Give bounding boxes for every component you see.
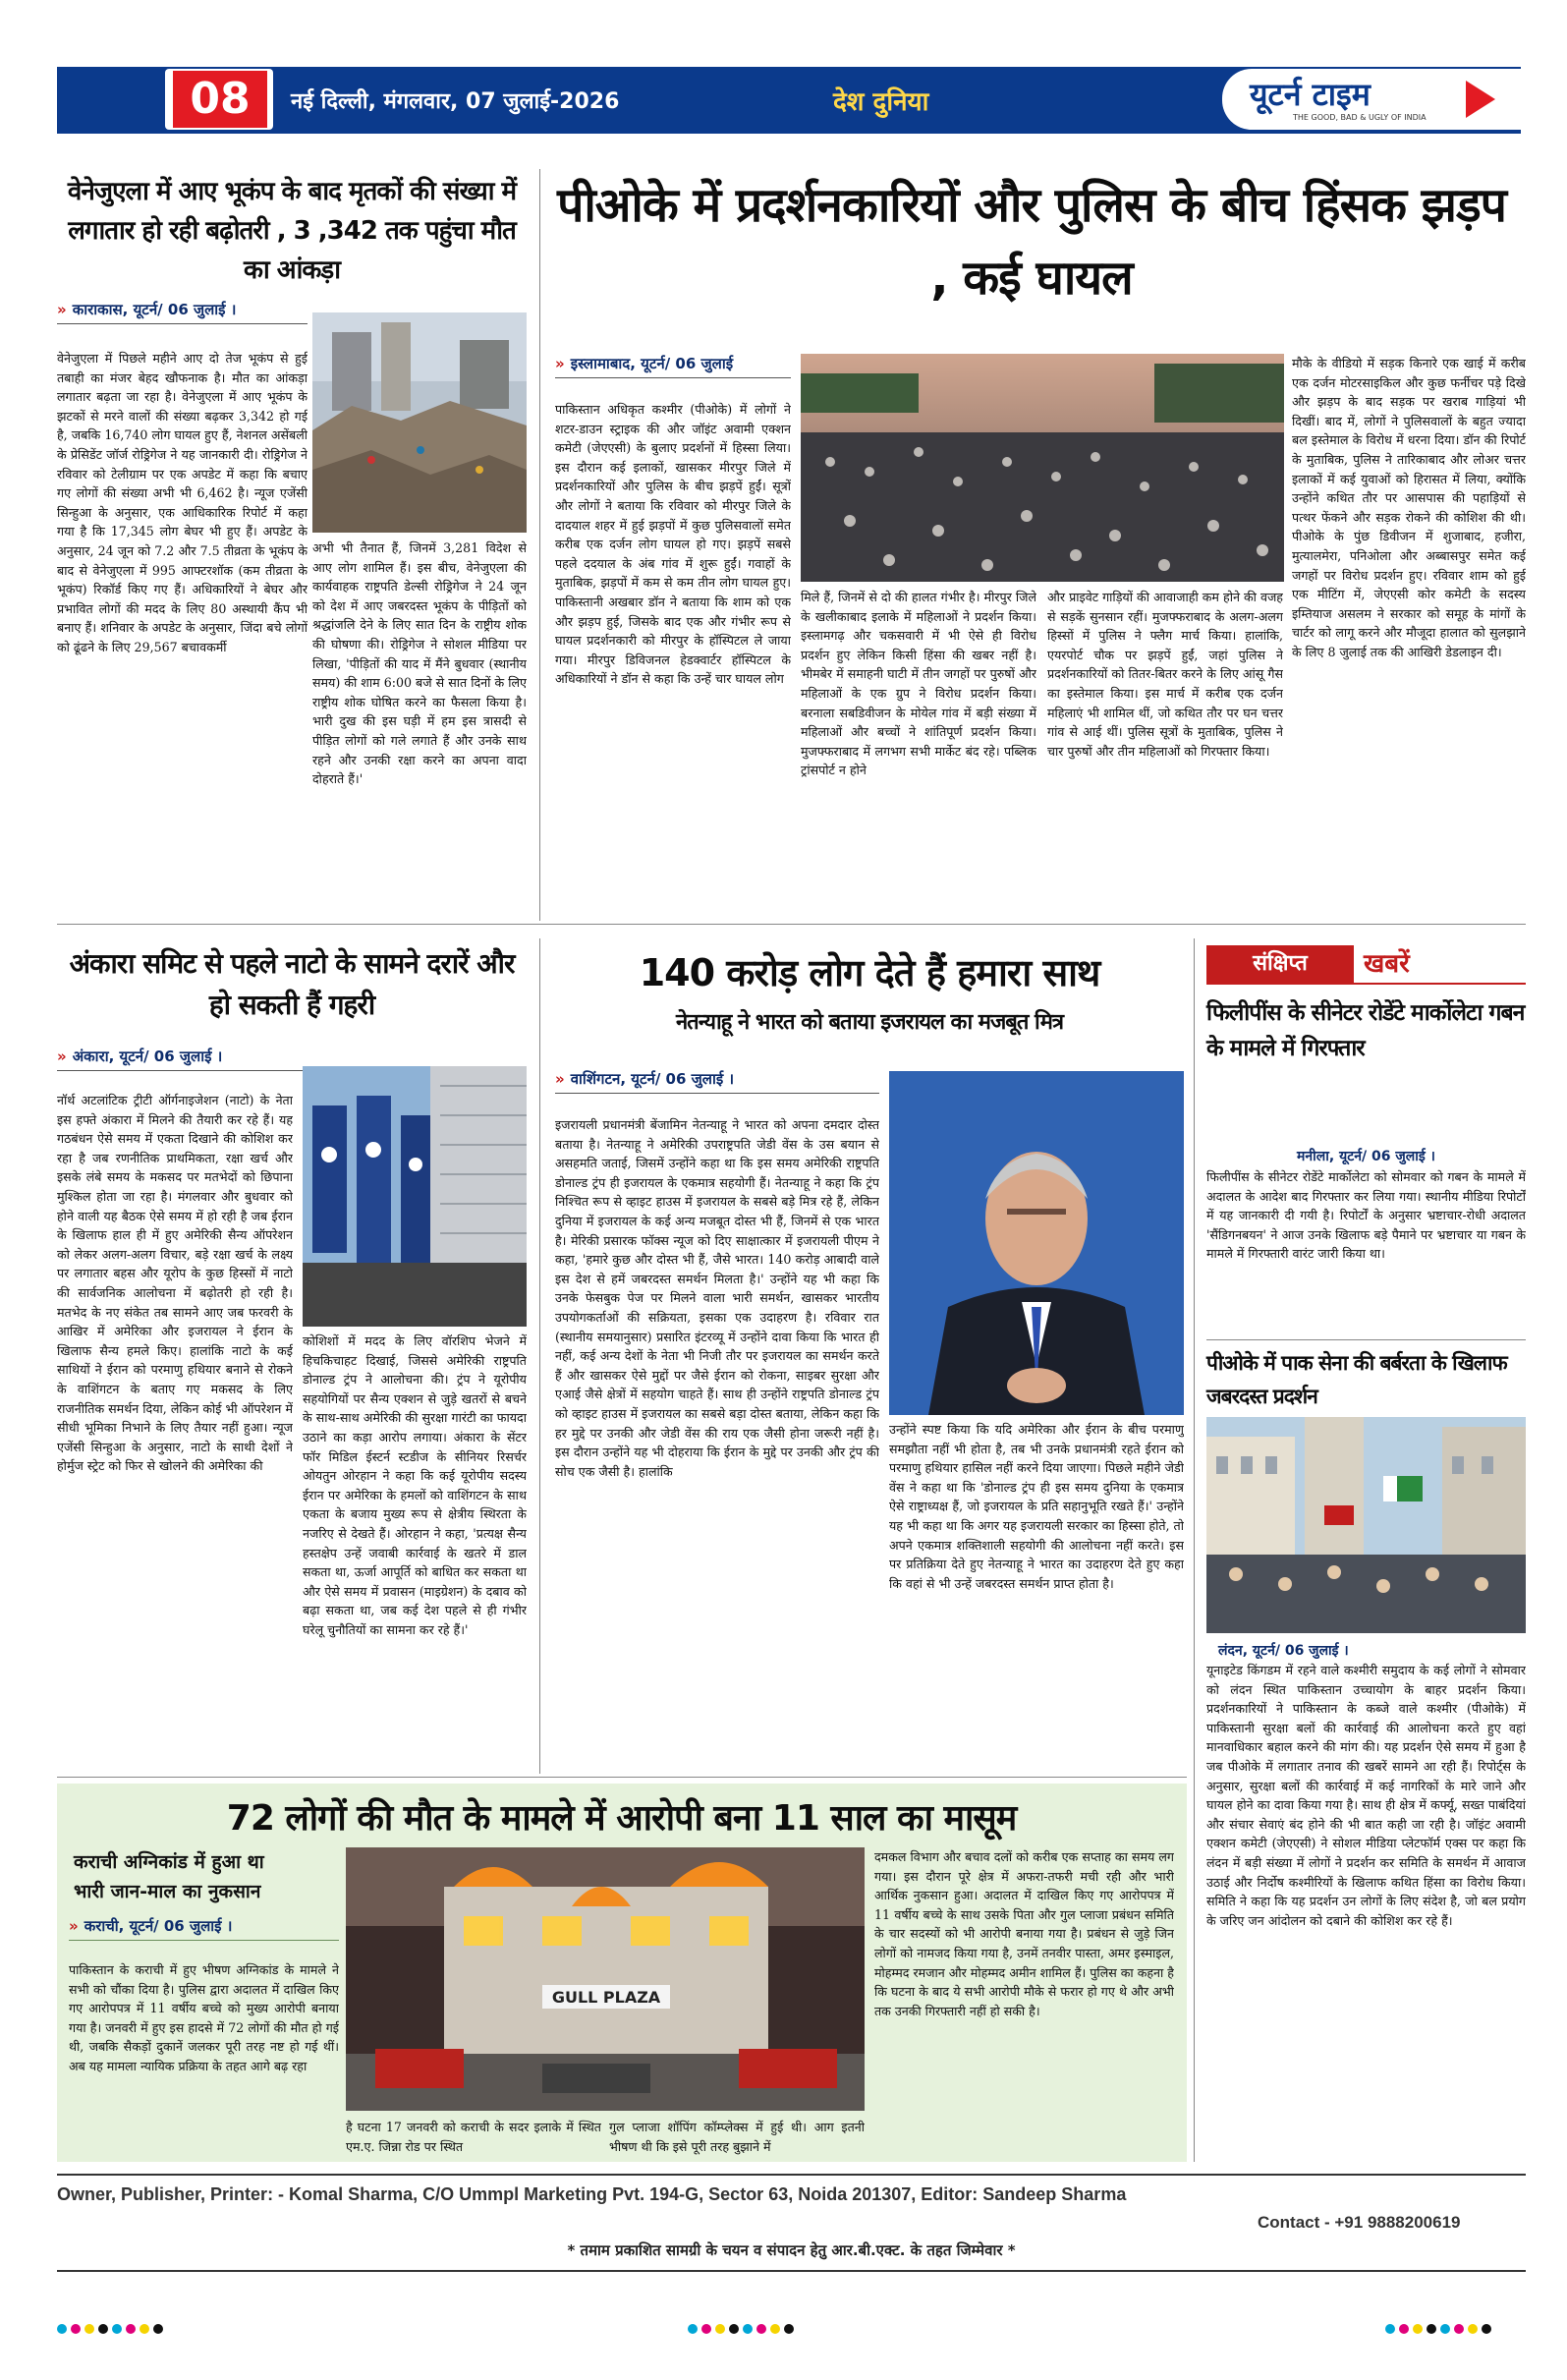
karachi-headline: 72 लोगों की मौत के मामले में आरोपी बना 11 साल का मासूम [226, 1798, 1017, 1839]
registration-dot [71, 2324, 81, 2334]
byline-arrow-icon: » [57, 301, 67, 318]
column-rule [539, 938, 540, 1774]
registration-marks-right [1385, 2319, 1495, 2338]
brand-logo [1222, 69, 1521, 130]
karachi-col3: गुल प्लाजा शॉपिंग कॉम्प्लेक्स में हुई थी। आग इतनी भीषण थी कि इसे पूरी तरह बुझाने में [609, 2120, 865, 2154]
registration-dot [729, 2324, 739, 2334]
pok-headline: पीओके में प्रदर्शनकारियों और पुलिस के बीच हिंसक झड़प , कई घायल [557, 178, 1506, 306]
registration-dot [715, 2324, 725, 2334]
section-label: देश दुनिया [833, 87, 929, 117]
netanyahu-byline [555, 1069, 879, 1094]
netanyahu-col1: इजरायली प्रधानमंत्री बेंजामिन नेतन्याहू ने भारत को अपना दमदार दोस्त बताया है। नेतन्याहू ने अमेरिकी उपराष्ट्रपति जेडी वेंस के उस बयान से असहमति जताई, जिसमें उन्होंने कहा था कि इस समय अमेरिकी राष्ट्रपति डोनाल्ड ट्रंप ही इजरायल के एकमात्र सहयोगी हैं। नेतन्याहू ने कहा कि ट्रंप निश्चित रूप से व्हाइट हाउस में इजरायल के सबसे बड़े मित्र रहे हैं, लेकिन दुनिया में इजरायल के कई अन्य मजबूत दोस्त भी हैं, जिनमें से एक भारत है। मेरिकी प्रसारक फॉक्स न्यूज को दिए साक्षात्कार में इजरायली पीएम ने कहा, 'हमारे कुछ और दोस्त भी हैं, जैसे भारत। 140 करोड़ आबादी वाले इस देश से हमें जबरदस्त समर्थन मिलता है।' उन्होंने यह भी कहा कि उनके फेसबुक पेज पर मिलने वाला भारी समर्थन, खासकर भारतीय उपयोगकर्ताओं की सक्रियता, इसका एक उदाहरण है। रविवार रात (स्थानीय समयानुसार) प्रसारित इंटरव्यू में उन्होंने दावा किया कि भारत ही नहीं, कई अन्य देशों के नेता भी निजी तौर पर इजरायल का समर्थन करते हैं और खासकर ऐसे मुद्दों पर जैसे ईरान को रोकना, साइबर सुरक्षा और एआई जैसे क्षेत्रों में सहयोग चाहते हैं। साथ ही उन्होंने राष्ट्रपति डोनाल्ड ट्रंप को व्हाइट हाउस में इजरायल का सबसे बड़ा दोस्त बताया, लेकिन कहा कि हर मुद्दे पर उनकी और जेडी वेंस की राय एक जैसी होना जरूरी नहीं है। इस दौरान उन्होंने यह भी दोहराया कि ईरान के मुद्दे पर उनकी और ट्रंप की सोच एक जैसी है। हालांकि [555, 1117, 879, 1479]
registration-dot [112, 2324, 122, 2334]
karachi-byline-text: कराची, यूटर्न/ 06 जुलाई । [84, 1917, 233, 1935]
brief-tag-right: खबरें [1364, 949, 1410, 979]
brief-tag-underline [1206, 983, 1526, 985]
registration-dot [1385, 2324, 1395, 2334]
column-rule [539, 169, 540, 921]
netanyahu-portrait-photo [889, 1071, 1184, 1415]
karachi-byline [69, 1916, 339, 1941]
byline-arrow-icon: » [555, 355, 565, 372]
registration-dot [57, 2324, 67, 2334]
registration-dot [1413, 2324, 1423, 2334]
registration-dot [784, 2324, 794, 2334]
brief-item2-headline: पीओके में पाक सेना की बर्बरता के खिलाफ जबरदस्त प्रदर्शन [1206, 1351, 1507, 1408]
registration-dot [140, 2324, 149, 2334]
registration-dot [84, 2324, 94, 2334]
karachi-col4: दमकल विभाग और बचाव दलों को करीब एक सप्ताह का समय लग गया। इस दौरान पूरे क्षेत्र में अफरा-तफरी मची रही और भारी आर्थिक नुकसान हुआ। अदालत में दाखिल किए गए आरोपपत्र में 11 वर्षीय बच्चे के साथ उसके पिता और गुल प्लाजा प्रबंधन समिति के चार सदस्यों को भी आरोपी बनाया गया है। प्रबंधन से जुड़े जिन लोगों को नामजद किया गया है, उनमें तनवीर पास्ता, अमर इस्माइल, मोहम्मद रमजान और मोहम्मद अमीन शामिल हैं। पुलिस का कहना है कि घटना के बाद ये सभी आरोपी मौके से फरार हो गए थे और अभी तक उनकी गिरफ्तारी नहीं हो सकी है। [874, 1849, 1174, 2018]
brand-arrow-icon [1456, 73, 1505, 126]
footer-owner-line: Owner, Publisher, Printer: - Komal Sharma, C/O Ummpl Marketing Pvt. 194-G, Sector 63, Noida 201307, Editor: Sandeep Sharma [57, 2184, 1127, 2204]
registration-marks-center [688, 2319, 798, 2338]
registration-dot [126, 2324, 136, 2334]
registration-dot [701, 2324, 711, 2334]
registration-dot [1427, 2324, 1436, 2334]
footer-contact: Contact - +91 9888200619 [1258, 2213, 1461, 2232]
brief-item2-body: यूनाइटेड किंगडम में रहने वाले कश्मीरी समुदाय के कई लोगों ने सोमवार को लंदन स्थित पाकिस्तान उच्चायोग के बाहर प्रदर्शन किया। प्रदर्शनकारियों ने पाकिस्तान के कब्जे वाले कश्मीर (पीओके) में पाकिस्तानी सुरक्षा बलों की कार्रवाई की आलोचना करते हुए वहां मानवाधिकार बहाल करने की मांग की। यह प्रदर्शन ऐसे समय में हुआ है जब पीओके में लगातार तनाव की खबरें सामने आ रही हैं। रिपोर्ट्स के अनुसार, सुरक्षा बलों की कार्रवाई में कई नागरिकों के मारे जाने और घायल होने का दावा किया गया है। साथ ही क्षेत्र में कर्फ्यू, सख्त पाबंदियां और संचार सेवाएं बंद होने की भी बात कही जा रही है। जॉइंट अवामी एक्शन कमेटी (जेएएसी) ने सोशल मीडिया प्लेटफॉर्म एक्स पर कहा कि लंदन में बड़ी संख्या में लोगों ने प्रदर्शन कर समिति के समर्थन में आवाज उठाई और निर्दोष कश्मीरियों के खिलाफ कथित हिंसा का विरोध किया। समिति ने कहा कि यह प्रदर्शन उन लोगों के लिए संदेश है, जो बल प्रयोग के जरिए जन आंदोलन को दबाने की कोशिश कर रहे हैं। [1206, 1663, 1526, 1928]
registration-dot [770, 2324, 780, 2334]
byline-arrow-icon: » [69, 1917, 79, 1935]
venezuela-headline: वेनेजुएला में आए भूकंप के बाद मृतकों की संख्या में लगातार हो रही बढ़ोतरी , 3 ,342 तक पहुंचा मौत का आंकड़ा [67, 177, 517, 285]
netanyahu-subheadline: नेतन्याहू ने भारत को बताया इजरायल का मजबूत मित्र [675, 1010, 1064, 1035]
dateline: नई दिल्ली, मंगलवार, 07 जुलाई-2026 [291, 89, 620, 114]
karachi-subhead [74, 1847, 339, 1906]
london-protest-photo [1206, 1417, 1526, 1633]
karachi-col2: है घटना 17 जनवरी को कराची के सदर इलाके में स्थित एम.ए. जिन्ना रोड पर स्थित [346, 2120, 601, 2154]
brief-item1-headline: फिलीपींस के सीनेटर रोडेंटे मार्कोलेटा गबन के मामले में गिरफ्तार [1206, 1000, 1525, 1061]
registration-dot [1468, 2324, 1478, 2334]
brief-item2-byline: लंदन, यूटर्न/ 06 जुलाई । [1218, 1643, 1349, 1659]
pok-col3: और प्राइवेट गाड़ियों की आवाजाही कम होने की वजह से सड़कें सुनसान रहीं। मुजफ्फराबाद के अलग-अलग हिस्सों में पुलिस ने फ्लैग मार्च किया। हालांकि, एयरपोर्ट चौक पर झड़पें हुईं, जहां पुलिस ने प्रदर्शनकारियों को तितर-बितर करने के लिए आंसू गैस का इस्तेमाल किया। इस मार्च में करीब एक दर्जन महिलाएं भी शामिल थीं, जो कथित तौर पर घन चत्तर गांव से आई थीं। पुलिस सूत्रों के मुताबिक, पुलिस ने चार पुरुषों और तीन महिलाओं को गिरफ्तार किया। [1047, 590, 1283, 759]
netanyahu-headline: 140 करोड़ लोग देते हैं हमारा साथ [639, 951, 1100, 994]
brief-tag-left: संक्षिप्त [1206, 945, 1354, 983]
karachi-col1: पाकिस्तान के कराची में हुए भीषण अग्निकांड के मामले ने सभी को चौंका दिया है। पुलिस द्वारा अदालत में दाखिल किए गए आरोपपत्र में 11 वर्षीय बच्चे को मुख्य आरोपी बनाया गया है। जनवरी में हुए इस हादसे में 72 लोगों की मौत हो गई थी, जबकि सैकड़ों दुकानें जलकर पूरी तरह नष्ट हो गई थीं। अब यह मामला न्यायिक प्रक्रिया के तहत आगे बढ़ रहा [69, 1962, 339, 2073]
footer-rule [57, 2174, 1526, 2176]
page-number: 08 [173, 71, 267, 128]
pok-byline [555, 354, 791, 378]
byline-arrow-icon: » [57, 1048, 67, 1065]
nato-flags-photo [303, 1066, 527, 1327]
footer-rule-bottom [57, 2270, 1526, 2272]
karachi-subhead-line1: कराची अग्निकांड में हुआ था [74, 1851, 264, 1873]
pok-col2: मिले हैं, जिनमें से दो की हालत गंभीर है। मीरपुर जिले के खलीकाबाद इलाके में महिलाओं ने प्रदर्शन किया। इस्लामगढ़ और चकसवारी में भी ऐसे ही विरोध प्रदर्शन हुए लेकिन किसी हिंसा की खबर नहीं है। भीमबेर में समाहनी घाटी में तीन जगहों पर पुरुषों और महिलाओं के एक ग्रुप ने विरोध प्रदर्शन किया। बरनाला सबडिवीजन के मोयेल गांव में बड़ी संख्या में महिलाओं और बच्चों ने शांतिपूर्ण प्रदर्शन किया। मुजफ्फराबाद में लगभग सभी मार्केट बंद रहे। पब्लिक ट्रांसपोर्ट न होने [801, 590, 1036, 778]
registration-dot [1482, 2324, 1491, 2334]
registration-dot [1454, 2324, 1464, 2334]
ankara-headline: अंकारा समिट से पहले नाटो के सामने दरारें और हो सकती हैं गहरी [69, 947, 515, 1021]
ankara-byline-text: अंकारा, यूटर्न/ 06 जुलाई । [72, 1048, 223, 1065]
registration-dot [1440, 2324, 1450, 2334]
gul-plaza-fire-photo [346, 1847, 865, 2111]
brand-name: यूटर्न टाइम [1250, 76, 1371, 113]
pok-byline-text: इस्लामाबाद, यूटर्न/ 06 जुलाई [570, 355, 734, 372]
section-divider [57, 924, 1526, 925]
karachi-subhead-line2: भारी जान-माल का नुकसान [74, 1881, 261, 1902]
section-divider [57, 1777, 1187, 1778]
registration-dot [153, 2324, 163, 2334]
netanyahu-byline-text: वाशिंगटन, यूटर्न/ 06 जुलाई । [570, 1070, 735, 1088]
masthead [57, 61, 1526, 140]
pok-col4: मौके के वीडियो में सड़क किनारे एक खाई में करीब एक दर्जन मोटरसाइकिल और कुछ फर्नीचर पड़े दिखे और झड़प के बाद सड़क पर खराब गाड़ियां भी दिखीं। बाद में, लोगों ने पुलिसवालों के बहुत ज्यादा बल इस्तेमाल के विरोध में धरना दिया। डॉन की रिपोर्ट के मुताबिक, पुलिस ने तारिकाबाद और लोअर चत्तर इलाकों में कई युवाओं को हिरासत में लिया, क्योंकि उन्होंने कथित तौर पर आसपास की पहाड़ियों से पत्थर फेंकने और सड़क रोकने की कोशिश की थी। पीओके के पुंछ डिवीजन में शुजाबाद, हजीरा, मुत्यालमेरा, पनिओला और अब्बासपुर समेत कई जगहों पर विरोध प्रदर्शन हुए। रविवार शाम को हुई एक मीटिंग में, जेएएसी कोर कमेटी के सदस्य इम्तियाज असलम ने सरकार को समूह के मांगों के चार्टर को लागू करने और मौजूदा हालात को सुलझाने के लिए 8 जुलाई तक की आखिरी डेडलाइन दी। [1292, 356, 1526, 659]
ankara-col1: नॉर्थ अटलांटिक ट्रीटी ऑर्गनाइजेशन (नाटो) के नेता इस हफ्ते अंकारा में मिलने की तैयारी कर रहे हैं। यह गठबंधन ऐसे समय में एकता दिखाने की कोशिश कर रहा है जब रणनीतिक प्राथमिकता, रक्षा खर्च और इसके लंबे समय के मकसद पर मतभेदों को छिपाना मुश्किल होता जा रहा है। मंगलवार और बुधवार को होने वाली यह बैठक ऐसे समय में हो रही है जब ईरान के खिलाफ हाल ही में हुए अमेरिकी सैन्य ऑपरेशन को लेकर अलग-अलग विचार, बड़े रक्षा खर्च के लक्ष्य पर लगातार बहस और यूरोप के कुछ हिस्सों में नाटो की सार्वजनिक आलोचना में बढ़ोतरी हो रही है। मतभेद के नए संकेत तब सामने आए जब फरवरी के आखिर में अमेरिका और इजरायल ने ईरान के खिलाफ सैन्य हमले किए। हालांकि नाटो के कई साथियों ने ईरान को परमाणु हथियार बनाने से रोकने के वाशिंगटन के बताए गए मकसद के लिए राजनीतिक समर्थन दिया, लेकिन कोई भी ऑपरेशन में सीधी भूमिका निभाने के लिए तैयार नहीं हुआ। न्यूज एजेंसी सिन्हुआ के अनुसार, नाटो के साथी देशों ने होर्मुज स्ट्रेट को फिर से खोलने की अमेरिका की [57, 1093, 293, 1474]
ankara-col2: कोशिशों में मदद के लिए वॉरशिप भेजने में हिचकिचाहट दिखाई, जिससे अमेरिकी राष्ट्रपति डोनाल्ड ट्रंप ने आलोचना की। ट्रंप ने यूरोपीय सहयोगियों पर सैन्य एक्शन से जुड़े खतरों से बचने के साथ-साथ अमेरिकी की सुरक्षा गारंटी का फायदा उठाने का कड़ा आरोप लगाया। अंकारा के सेंटर फॉर मिडिल ईस्टर्न स्टडीज के सीनियर रिसर्चर ओयतुन ओरहान ने कहा कि कई यूरोपीय सदस्य ईरान पर अमेरिका के हमलों को वाशिंगटन के साथ एकता के बजाय मुख्य रूप से क्षेत्रीय स्थिरता के नजरिए से देखते हैं। ओरहान ने कहा, 'प्रत्यक्ष सैन्य हस्तक्षेप उन्हें जवाबी कार्रवाई के खतरे में डाल सकता था, ऊर्जा आपूर्ति को बाधित कर सकता था और ऐसे समय में प्रवासन (माइग्रेशन) के दबाव को बढ़ा सकता था, जब कई देश पहले से ही गंभीर घरेलू चुनौतियों का सामना कर रहे हैं।' [303, 1333, 527, 1637]
registration-dot [688, 2324, 698, 2334]
registration-dot [1399, 2324, 1409, 2334]
earthquake-rubble-photo [312, 312, 527, 533]
registration-dot [98, 2324, 108, 2334]
brief-tag [1206, 945, 1526, 983]
pok-col1: पाकिस्तान अधिकृत कश्मीर (पीओके) में लोगों ने शटर-डाउन स्ट्राइक की और जॉइंट अवामी एक्शन कमेटी (जेएएसी) के बुलाए प्रदर्शनों में हिस्सा लिया। इस दौरान कई इलाकों, खासकर मीरपुर जिले में प्रदर्शनकारियों और पुलिस के बीच झड़पें हुईं। सूत्रों और लोगों ने बताया कि रविवार को मीरपुर जिले के दादयाल शहर में हुई झड़पों में कुछ पुलिसवालों समेत करीब एक दर्जन लोग घायल हो गए। झड़पें सबसे पहले ददयाल के अंब गांव में शुरू हुईं। गवाहों के मुताबिक, झड़पों में कम से कम तीन लोग घायल हुए। पाकिस्तानी अखबार डॉन ने बताया कि शाम को एक और झड़प हुई, जिसके बाद एक और गंभीर रूप से घायल प्रदर्शनकारी को मीरपुर के हॉस्पिटल ले जाया गया। मीरपुर डिविजनल हेडक्वार्टर हॉस्पिटल के अधिकारियों ने डॉन से कहा कि उन्हें चार घायल लोग [555, 402, 791, 687]
venezuela-col2: अभी भी तैनात हैं, जिनमें 3,281 विदेश से आए लोग शामिल हैं। इस बीच, वेनेजुएला की कार्यवाहक राष्ट्रपति डेल्सी रोड्रिगेज ने 24 जून को देश में आए जबरदस्त भूकंप के पीड़ितों को श्रद्धांजलि देने के लिए सात दिन के राष्ट्रीय शोक की घोषणा की। रोड्रिगेज ने सोशल मीडिया पर लिखा, 'पीड़ितों की याद में मैंने बुधवार (स्थानीय समय) की शाम 6:00 बजे से सात दिनों के लिए राष्ट्रीय शोक घोषित करने का फैसला किया है। भारी दुख की इस घड़ी में हम इस त्रासदी से पीड़ित लोगों को गले लगाते हैं और उनके साथ रहने और उनकी रक्षा करने का अपना वादा दोहराते हैं।' [312, 540, 527, 787]
footer-disclaimer: * तमाम प्रकाशित सामग्री के चयन व संपादन हेतु आर.बी.एक्ट. के तहत जिम्मेवार * [567, 2241, 1016, 2259]
venezuela-byline-text: काराकास, यूटर्न/ 06 जुलाई । [72, 301, 237, 318]
netanyahu-col2: उन्होंने स्पष्ट किया कि यदि अमेरिका और ईरान के बीच परमाणु समझौता नहीं भी होता है, तब भी उनके प्रधानमंत्री रहते ईरान को परमाणु हथियार हासिल नहीं करने दिया जाएगा। पिछले महीने जेडी वेंस ने कहा था कि 'डोनाल्ड ट्रंप ही इस समय दुनिया के एकमात्र ऐसे राष्ट्राध्यक्ष हैं, जो इजरायल के प्रति सहानुभूति रखते हैं।' उन्होंने यह भी कहा था कि अगर यह इजरायली सरकार का हिस्सा होते, तो अपने एकमात्र शक्तिशाली सहयोगी की आलोचना नहीं करते। इस पर प्रतिक्रिया देते हुए नेतन्याहू ने भारत का उदाहरण देते हुए कहा कि वहां से भी उन्हें जबरदस्त समर्थन प्राप्त होता है। [889, 1422, 1184, 1591]
registration-dot [756, 2324, 766, 2334]
venezuela-col1: वेनेजुएला में पिछले महीने आए दो तेज भूकंप से हुई तबाही का मंजर बेहद खौफनाक है। मौत का आंकड़ा लगातार बढ़ता जा रहा है। वेनेजुएला में आए भूकंप के झटकों से मरने वालों की संख्या बढ़कर 3,342 हो गई है, जबकि 16,740 लोग घायल हुए हैं, नेशनल असेंबली के प्रेसिडेंट जॉर्ज रोड्रिगेज ने यह जानकारी दी। रोड्रिगेज ने रविवार को टेलीग्राम पर एक अपडेट में कहा कि बचाए गए लोगों की संख्या अभी भी 6,462 है। न्यूज एजेंसी सिन्हुआ के अनुसार, एक आधिकारिक रिपोर्ट में कहा गया है कि 17,345 लोग बेघर भी हुए हैं। अपडेट के अनुसार, 24 जून को 7.2 और 7.5 तीव्रता के भूकंप के बाद से वेनेजुएला में 995 आफ्टरशॉक (कम तीव्रता के भूकंप) रिकॉर्ड किए गए हैं। अधिकारियों ने बेघर और प्रभावित लोगों की मदद के लिए 80 अस्थायी कैंप भी बनाए हैं। शनिवार के अपडेट के अनुसार, जिंदा बचे लोगों को ढूंढने के लिए 29,567 बचावकर्मी [57, 351, 308, 654]
brand-tagline: THE GOOD, BAD & UGLY OF INDIA [1293, 113, 1427, 122]
column-rule [1194, 938, 1195, 2162]
byline-arrow-icon: » [555, 1070, 565, 1088]
registration-marks-left [57, 2319, 167, 2338]
registration-dot [743, 2324, 753, 2334]
brief-item1-body: फिलीपींस के सीनेटर रोडेंटे मार्कोलेटा को सोमवार को गबन के मामले में अदालत के आदेश बाद गिरफ्तार कर लिया गया। स्थानीय मीडिया रिपोर्टों में यह जानकारी दी गयी है। रिपोर्टों के अनुसार भ्रष्टाचार-रोधी अदालत 'सैंडिगनबयन' ने आज उनके खिलाफ बड़े पैमाने पर भ्रष्टाचार या गबन के मामले में गिरफ्तारी वारंट जारी किया था। [1206, 1169, 1526, 1262]
brief-divider [1206, 1339, 1526, 1340]
pok-protest-crowd-photo [801, 354, 1284, 582]
svg-text:GULL PLAZA: GULL PLAZA [551, 1988, 661, 2007]
venezuela-byline [57, 300, 308, 324]
brief-item1-byline: मनीला, यूटर्न/ 06 जुलाई । [1297, 1149, 1435, 1164]
